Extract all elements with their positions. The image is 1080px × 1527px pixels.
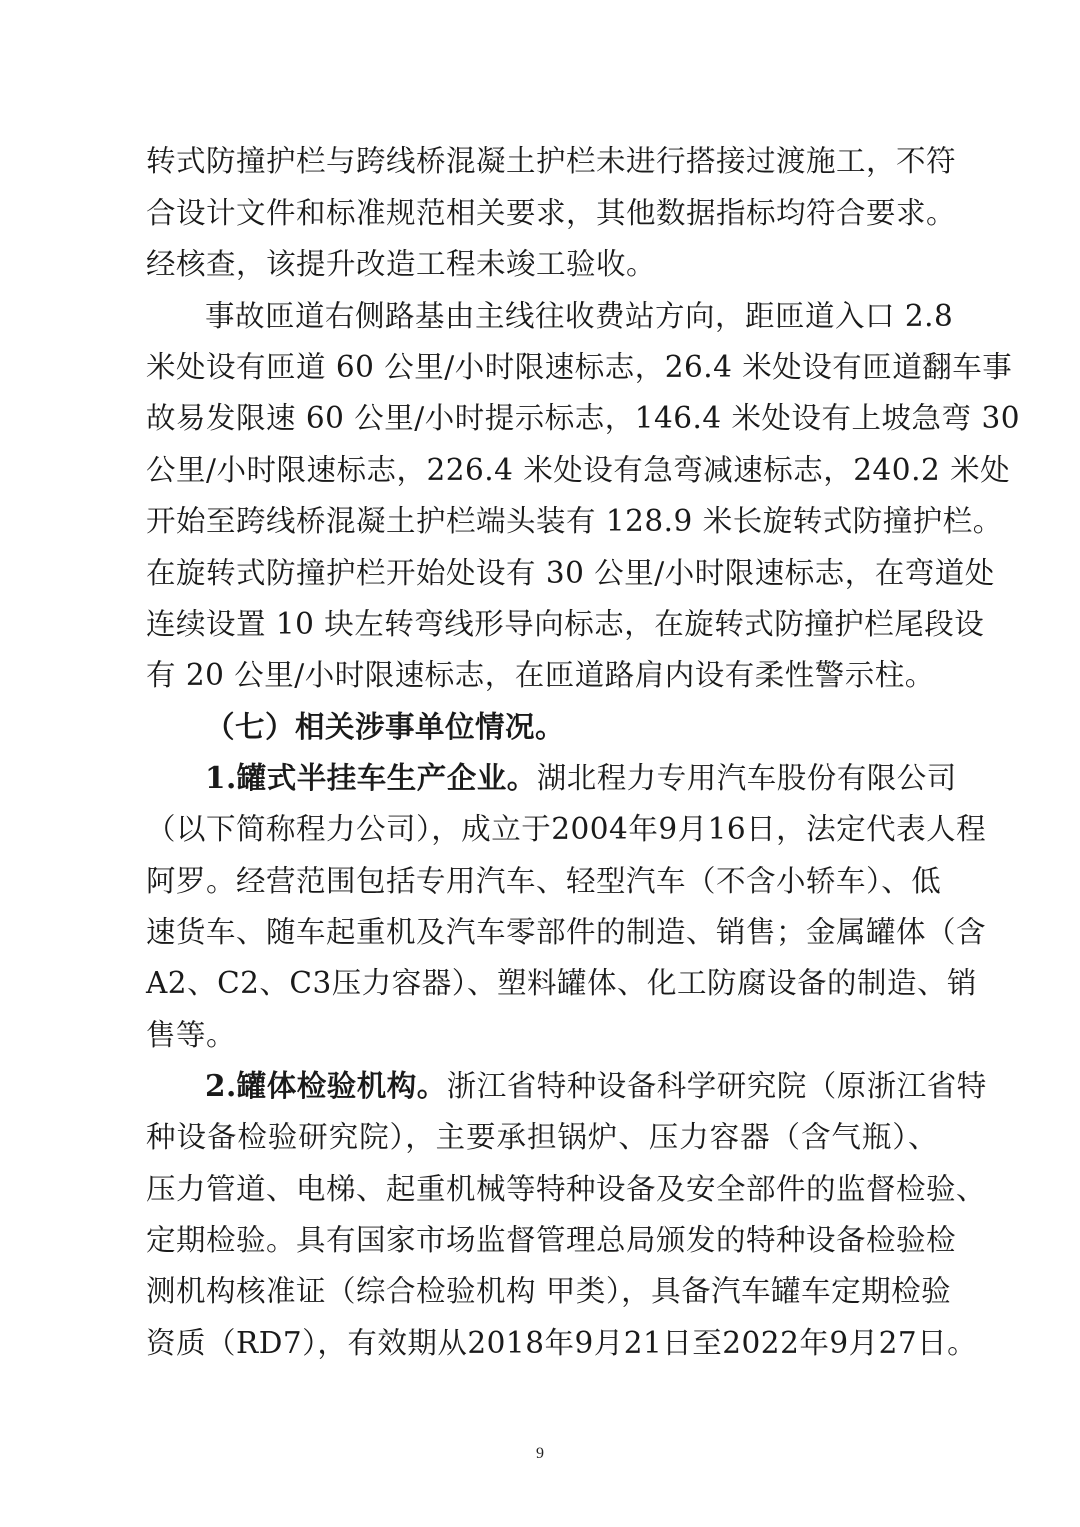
paragraph-line: 转式防撞护栏与跨线桥混凝土护栏未进行搭接过渡施工，不符 <box>146 144 957 178</box>
paragraph-line: 合设计文件和标准规范相关要求，其他数据指标均符合要求。 <box>146 196 957 230</box>
paragraph-line: 连续设置 10 块左转弯线形导向标志，在旋转式防撞护栏尾段设 <box>146 607 985 641</box>
paragraph-line: 米处设有匝道 60 公里/小时限速标志，26.4 米处设有匝道翻车事 <box>146 350 1013 384</box>
paragraph-line: 开始至跨线桥混凝土护栏端头装有 128.9 米长旋转式防撞护栏。 <box>146 504 1003 538</box>
item1-first-line-text: 湖北程力专用汽车股份有限公司 <box>536 761 957 795</box>
item1-first-line <box>205 758 957 798</box>
item2-title: 2.罐体检验机构。 <box>205 1068 447 1103</box>
paragraph-line: 速货车、随车起重机及汽车零部件的制造、销售；金属罐体（含 <box>146 915 987 949</box>
paragraph-line: 公里/小时限速标志，226.4 米处设有急弯减速标志，240.2 米处 <box>146 453 1011 487</box>
paragraph-line: 测机构核准证（综合检验机构 甲类），具备汽车罐车定期检验 <box>146 1274 952 1308</box>
paragraph-line: 有 20 公里/小时限速标志，在匝道路肩内设有柔性警示柱。 <box>146 658 935 692</box>
paragraph-line: 售等。 <box>146 1018 237 1052</box>
item2-first-line <box>205 1066 987 1106</box>
paragraph-line: 种设备检验研究院），主要承担锅炉、压力容器（含气瓶）、 <box>146 1120 938 1154</box>
section-heading: （七）相关涉事单位情况。 <box>205 709 566 744</box>
paragraph-line: 资质（RD7），有效期从2018年9月21日至2022年9月27日。 <box>146 1326 978 1360</box>
paragraph-line: A2、C2、C3压力容器）、塑料罐体、化工防腐设备的制造、销 <box>146 966 978 1000</box>
item1-title: 1.罐式半挂车生产企业。 <box>205 760 537 795</box>
paragraph-line: 阿罗。经营范围包括专用汽车、轻型汽车（不含小轿车）、低 <box>146 864 942 898</box>
paragraph-line: 压力管道、电梯、起重机械等特种设备及安全部件的监督检验、 <box>146 1172 987 1206</box>
paragraph-line: 事故匝道右侧路基由主线往收费站方向，距匝道入口 2.8 <box>205 299 954 333</box>
page-number: 9 <box>536 1445 544 1462</box>
paragraph-line: 定期检验。具有国家市场监督管理总局颁发的特种设备检验检 <box>146 1223 957 1257</box>
item2-first-line-text: 浙江省特种设备科学研究院（原浙江省特 <box>446 1069 987 1103</box>
paragraph-line: 在旋转式防撞护栏开始处设有 30 公里/小时限速标志，在弯道处 <box>146 556 995 590</box>
paragraph-line: 故易发限速 60 公里/小时提示标志，146.4 米处设有上坡急弯 30 <box>146 401 1020 435</box>
paragraph-line: （以下简称程力公司），成立于2004年9月16日，法定代表人程 <box>146 812 987 846</box>
paragraph-line: 经核查，该提升改造工程未竣工验收。 <box>146 247 657 281</box>
